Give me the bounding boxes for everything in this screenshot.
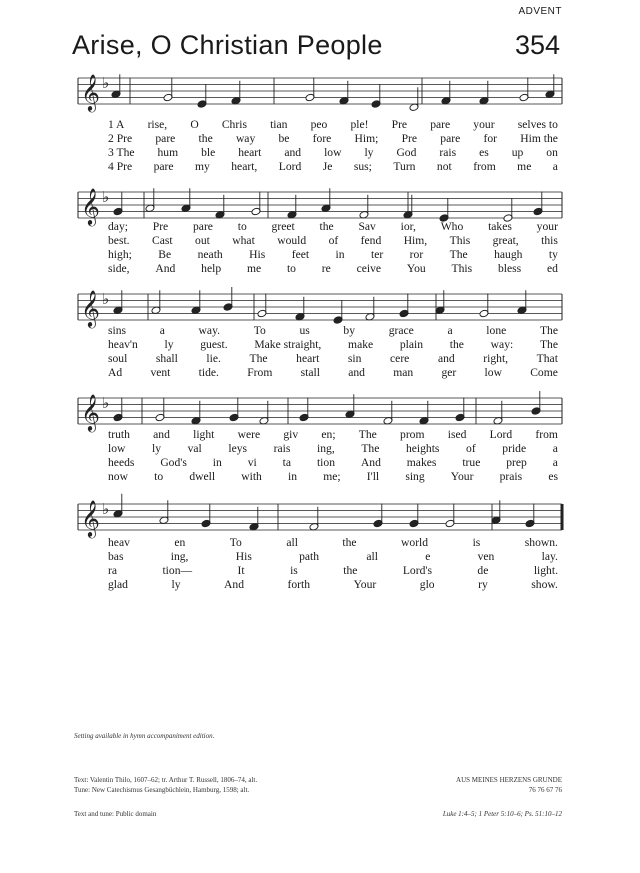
lyric-syllable: and bbox=[153, 428, 170, 441]
lyric-syllable: ger bbox=[441, 366, 457, 379]
lyric-syllable: The bbox=[449, 248, 468, 261]
svg-text:𝄞: 𝄞 bbox=[81, 289, 100, 327]
hymn-title: Arise, O Christian People bbox=[72, 30, 383, 60]
lyric-syllable: tian bbox=[270, 118, 288, 131]
lyric-syllable: a bbox=[552, 442, 558, 455]
lyric-syllable: bless bbox=[497, 262, 522, 275]
lyric-line bbox=[108, 470, 558, 484]
lyric-syllable: re bbox=[321, 262, 331, 275]
lyric-line bbox=[108, 456, 558, 470]
lyric-syllable: plain bbox=[399, 338, 424, 351]
lyric-syllable: rise, bbox=[147, 118, 168, 131]
lyric-syllable: heart bbox=[296, 352, 320, 365]
lyric-syllable: and bbox=[437, 352, 455, 365]
lyric-syllable: soul bbox=[108, 352, 128, 365]
lyric-syllable: your bbox=[473, 118, 495, 131]
lyric-syllable: heart bbox=[238, 146, 262, 159]
lyric-syllable: ior, bbox=[400, 220, 416, 233]
lyric-syllable: tide. bbox=[198, 366, 219, 379]
lyric-syllable: of bbox=[466, 442, 476, 455]
lyric-syllable: is bbox=[472, 536, 481, 549]
lyric-syllable: make bbox=[348, 338, 374, 351]
meter: 76 76 67 76 bbox=[528, 786, 562, 794]
staff-5 bbox=[78, 498, 562, 538]
staff-4 bbox=[78, 392, 562, 432]
lyric-line bbox=[108, 220, 558, 234]
lyric-syllable: bas bbox=[108, 550, 124, 563]
svg-text:𝄞: 𝄞 bbox=[81, 73, 100, 111]
lyric-syllable: shall bbox=[155, 352, 178, 365]
staff-3 bbox=[78, 288, 562, 328]
lyric-syllable: pare bbox=[155, 132, 176, 145]
lyric-syllable: a bbox=[447, 324, 453, 337]
lyric-line bbox=[108, 234, 558, 248]
lyric-syllable: tion— bbox=[162, 564, 193, 577]
lyric-syllable: 2 Pre bbox=[108, 132, 133, 145]
svg-text:𝄞: 𝄞 bbox=[81, 499, 100, 537]
lyric-syllable: And bbox=[360, 456, 381, 469]
lyric-syllable: To bbox=[253, 324, 266, 337]
lyric-syllable: It bbox=[237, 564, 245, 577]
lyric-syllable: ing, bbox=[317, 442, 335, 455]
lyric-syllable: man bbox=[393, 366, 414, 379]
lyric-syllable: this bbox=[541, 234, 558, 247]
lyric-syllable: were bbox=[237, 428, 261, 441]
lyric-syllable: O bbox=[190, 118, 199, 131]
lyric-syllable: You bbox=[406, 262, 426, 275]
lyric-syllable: Pre bbox=[391, 118, 408, 131]
lyric-syllable: sing bbox=[405, 470, 425, 483]
lyric-syllable: my bbox=[194, 160, 210, 173]
lyric-line bbox=[108, 132, 558, 146]
lyric-syllable: Him the bbox=[520, 132, 558, 145]
lyric-syllable: Him, bbox=[403, 234, 428, 247]
lyric-syllable: Come bbox=[530, 366, 558, 379]
lyric-syllable: me bbox=[517, 160, 532, 173]
lyric-syllable: sus; bbox=[353, 160, 372, 173]
lyric-syllable: in bbox=[288, 470, 298, 483]
lyric-syllable: low bbox=[324, 146, 342, 159]
lyric-syllable: is bbox=[290, 564, 298, 577]
lyric-syllable: pare bbox=[193, 220, 213, 233]
lyric-syllable: glo bbox=[419, 578, 435, 591]
svg-text:♭: ♭ bbox=[102, 74, 110, 92]
lyric-syllable: God's bbox=[160, 456, 187, 469]
lyric-line bbox=[108, 550, 558, 564]
lyric-syllable: dwell bbox=[189, 470, 216, 483]
lyric-syllable: ta bbox=[282, 456, 292, 469]
lyric-syllable: all bbox=[366, 550, 378, 563]
lyric-syllable: glad bbox=[108, 578, 128, 591]
lyric-syllable: Pre bbox=[401, 132, 418, 145]
lyric-syllable: heeds bbox=[108, 456, 135, 469]
lyric-syllable: a bbox=[552, 456, 558, 469]
lyric-syllable: greet bbox=[271, 220, 295, 233]
lyric-syllable: be bbox=[278, 132, 290, 145]
lyric-syllable: feet bbox=[291, 248, 310, 261]
lyric-syllable: guest. bbox=[200, 338, 228, 351]
lyric-syllable: great, bbox=[492, 234, 519, 247]
lyric-syllable: prom bbox=[400, 428, 425, 441]
svg-text:𝄞: 𝄞 bbox=[81, 393, 100, 431]
lyric-syllable: That bbox=[536, 352, 558, 365]
lyric-syllable: From bbox=[247, 366, 273, 379]
scripture-refs: Luke 1:4–5; 1 Peter 5:10–6; Ps. 51:10–12 bbox=[442, 810, 562, 818]
lyrics-block-4 bbox=[108, 428, 558, 484]
lyric-syllable: Sav bbox=[358, 220, 376, 233]
lyric-syllable: the bbox=[449, 338, 464, 351]
lyric-syllable: world bbox=[401, 536, 429, 549]
lyric-syllable: for bbox=[483, 132, 497, 145]
lyric-syllable: us bbox=[299, 324, 310, 337]
lyric-syllable: Pre bbox=[152, 220, 169, 233]
lyric-syllable: fore bbox=[312, 132, 332, 145]
staff-1 bbox=[78, 72, 562, 112]
lyric-syllable: ra bbox=[108, 564, 118, 577]
lyric-syllable: ter bbox=[370, 248, 384, 261]
lyric-syllable: with bbox=[241, 470, 262, 483]
lyric-syllable: would bbox=[277, 234, 307, 247]
lyric-syllable: true bbox=[462, 456, 481, 469]
lyric-syllable: stall bbox=[300, 366, 320, 379]
lyric-line bbox=[108, 352, 558, 366]
lyric-syllable: a bbox=[552, 160, 558, 173]
lyric-syllable: now bbox=[108, 470, 128, 483]
lyric-line bbox=[108, 564, 558, 578]
lyric-syllable: lay. bbox=[541, 550, 558, 563]
svg-text:♭: ♭ bbox=[102, 394, 110, 412]
lyric-line bbox=[108, 442, 558, 456]
lyric-syllable: selves to bbox=[517, 118, 558, 131]
lyric-syllable: ly bbox=[164, 338, 174, 351]
lyric-syllable: neath bbox=[197, 248, 223, 261]
lyric-syllable: side, bbox=[108, 262, 130, 275]
lyric-syllable: val bbox=[187, 442, 202, 455]
music-system-5 bbox=[78, 498, 562, 620]
lyric-syllable: not bbox=[436, 160, 452, 173]
lyric-syllable: right, bbox=[483, 352, 509, 365]
lyrics-block-2 bbox=[108, 220, 558, 276]
lyric-syllable: heav bbox=[108, 536, 130, 549]
lyric-syllable: es bbox=[479, 146, 489, 159]
lyric-syllable: takes bbox=[488, 220, 512, 233]
lyric-syllable: The bbox=[358, 428, 377, 441]
lyric-syllable: light. bbox=[533, 564, 558, 577]
lyric-syllable: the bbox=[342, 536, 357, 549]
lyric-syllable: cere bbox=[390, 352, 410, 365]
lyric-syllable: vent bbox=[150, 366, 171, 379]
lyric-syllable: the bbox=[198, 132, 213, 145]
lyric-syllable: and bbox=[348, 366, 365, 379]
lyric-syllable: the bbox=[343, 564, 358, 577]
lyric-syllable: ised bbox=[447, 428, 467, 441]
lyric-syllable: sins bbox=[108, 324, 127, 337]
lyric-syllable: 4 Pre bbox=[108, 160, 133, 173]
lyric-syllable: low bbox=[484, 366, 502, 379]
lyric-syllable: fend bbox=[360, 234, 382, 247]
lyrics-block-3 bbox=[108, 324, 558, 380]
lyric-syllable: to bbox=[286, 262, 296, 275]
lyric-syllable: heart, bbox=[231, 160, 258, 173]
svg-text:𝄞: 𝄞 bbox=[81, 187, 100, 225]
lyric-syllable: and bbox=[284, 146, 302, 159]
lyric-syllable: way: bbox=[490, 338, 514, 351]
lyric-syllable: 3 The bbox=[108, 146, 135, 159]
lyric-syllable: path bbox=[299, 550, 320, 563]
lyric-syllable: high; bbox=[108, 248, 132, 261]
lyric-syllable: up bbox=[511, 146, 524, 159]
lyric-line bbox=[108, 536, 558, 550]
lyric-syllable: lie. bbox=[206, 352, 221, 365]
lyric-syllable: sin bbox=[347, 352, 362, 365]
section-label: ADVENT bbox=[518, 6, 562, 17]
lyric-syllable: en; bbox=[321, 428, 336, 441]
music-system-1 bbox=[78, 72, 562, 194]
lyric-syllable: by bbox=[343, 324, 356, 337]
lyric-syllable: me; bbox=[323, 470, 341, 483]
lyric-line bbox=[108, 366, 558, 380]
lyric-syllable: The bbox=[539, 338, 558, 351]
lyric-syllable: on bbox=[546, 146, 558, 159]
lyric-syllable: The bbox=[249, 352, 268, 365]
lyric-line bbox=[108, 146, 558, 160]
lyric-syllable: truth bbox=[108, 428, 130, 441]
lyric-syllable: pride bbox=[502, 442, 527, 455]
lyric-line bbox=[108, 338, 558, 352]
lyric-syllable: day; bbox=[108, 220, 128, 233]
lyric-line bbox=[108, 324, 558, 338]
lyric-syllable: This bbox=[449, 234, 471, 247]
lyric-syllable: all bbox=[286, 536, 298, 549]
lyric-syllable: Your bbox=[450, 470, 474, 483]
lyric-syllable: ly bbox=[151, 442, 162, 455]
lyric-syllable: ing, bbox=[170, 550, 189, 563]
lyric-syllable: grace bbox=[388, 324, 414, 337]
lyric-syllable: ly bbox=[171, 578, 181, 591]
lyric-syllable: ple! bbox=[350, 118, 369, 131]
lyric-syllable: from bbox=[473, 160, 496, 173]
lyric-syllable: ble bbox=[201, 146, 216, 159]
lyric-syllable: ceive bbox=[356, 262, 382, 275]
lyric-syllable: Your bbox=[353, 578, 377, 591]
lyric-line bbox=[108, 160, 558, 174]
lyric-syllable: Him; bbox=[354, 132, 379, 145]
svg-text:♭: ♭ bbox=[102, 188, 110, 206]
lyric-syllable: of bbox=[328, 234, 339, 247]
lyric-syllable: Cast bbox=[151, 234, 173, 247]
lyric-syllable: pare bbox=[440, 132, 461, 145]
lyric-syllable: e bbox=[425, 550, 431, 563]
lyric-syllable: peo bbox=[310, 118, 328, 131]
lyric-syllable: Lord bbox=[278, 160, 302, 173]
lyric-line bbox=[108, 118, 558, 132]
lyric-syllable: es bbox=[548, 470, 558, 483]
lyric-syllable: way bbox=[235, 132, 256, 145]
lyric-syllable: Make straight, bbox=[254, 338, 322, 351]
svg-text:♭: ♭ bbox=[102, 500, 110, 518]
lyric-syllable: leys bbox=[228, 442, 248, 455]
lyric-syllable: ror bbox=[409, 248, 424, 261]
lyric-syllable: pare bbox=[430, 118, 451, 131]
lyric-syllable: And bbox=[155, 262, 176, 275]
lyric-syllable: heav'n bbox=[108, 338, 138, 351]
lyric-line bbox=[108, 428, 558, 442]
lyric-syllable: haugh bbox=[494, 248, 523, 261]
svg-text:♭: ♭ bbox=[102, 290, 110, 308]
tune-credit: Tune: New Catechismus Gesangbüchlein, Hamburg, 1598; alt. bbox=[74, 786, 250, 794]
lyric-syllable: de bbox=[477, 564, 489, 577]
rights-note: Text and tune: Public domain bbox=[74, 810, 157, 818]
lyric-syllable: Lord's bbox=[402, 564, 432, 577]
lyric-syllable: I'll bbox=[366, 470, 380, 483]
lyric-syllable: out bbox=[195, 234, 210, 247]
setting-note: Setting available in hymn accompaniment edition. bbox=[74, 732, 215, 740]
lyric-syllable: pare bbox=[153, 160, 174, 173]
lyric-syllable: from bbox=[535, 428, 558, 441]
lyric-syllable: show. bbox=[531, 578, 558, 591]
lyric-syllable: ed bbox=[546, 262, 558, 275]
lyric-syllable: Who bbox=[440, 220, 464, 233]
lyric-syllable: best. bbox=[108, 234, 130, 247]
lyric-syllable: ly bbox=[364, 146, 374, 159]
lyric-syllable: This bbox=[451, 262, 473, 275]
lyric-syllable: light bbox=[193, 428, 215, 441]
lyric-syllable: en bbox=[174, 536, 186, 549]
lyric-syllable: ty bbox=[548, 248, 558, 261]
lyric-syllable: what bbox=[232, 234, 255, 247]
lyric-syllable: ry bbox=[478, 578, 488, 591]
lyric-line bbox=[108, 248, 558, 262]
text-credit: Text: Valentin Thilo, 1607–62; tr. Arthur T. Russell, 1806–74, alt. bbox=[74, 776, 258, 784]
lyric-syllable: Turn bbox=[393, 160, 416, 173]
music-system-4 bbox=[78, 392, 562, 514]
lyric-syllable: in bbox=[335, 248, 345, 261]
lyric-line bbox=[108, 262, 558, 276]
lyrics-block-5 bbox=[108, 536, 558, 592]
lyric-syllable: giv bbox=[283, 428, 299, 441]
lyric-syllable: in bbox=[212, 456, 222, 469]
hymn-number: 354 bbox=[514, 30, 560, 60]
lyric-syllable: Lord bbox=[489, 428, 513, 441]
lyric-syllable: help bbox=[201, 262, 222, 275]
lyric-syllable: a bbox=[159, 324, 165, 337]
lyric-syllable: to bbox=[237, 220, 247, 233]
lyric-syllable: heights bbox=[405, 442, 440, 455]
lyric-syllable: lone bbox=[486, 324, 507, 337]
lyric-syllable: To bbox=[229, 536, 242, 549]
lyric-syllable: forth bbox=[287, 578, 311, 591]
lyric-syllable: ven bbox=[477, 550, 495, 563]
lyric-syllable: vi bbox=[247, 456, 257, 469]
lyric-syllable: hum bbox=[157, 146, 179, 159]
lyrics-block-1 bbox=[108, 118, 558, 174]
lyric-syllable: prep bbox=[506, 456, 527, 469]
lyric-syllable: prais bbox=[499, 470, 523, 483]
lyric-syllable: Be bbox=[158, 248, 172, 261]
lyric-syllable: His bbox=[235, 550, 252, 563]
lyric-syllable: the bbox=[319, 220, 334, 233]
lyric-syllable: to bbox=[154, 470, 164, 483]
lyric-syllable: tion bbox=[316, 456, 335, 469]
lyric-syllable: The bbox=[361, 442, 380, 455]
lyric-syllable: me bbox=[246, 262, 262, 275]
lyric-syllable: low bbox=[108, 442, 126, 455]
lyric-line bbox=[108, 578, 558, 592]
lyric-syllable: And bbox=[224, 578, 244, 591]
lyric-syllable: His bbox=[249, 248, 266, 261]
lyric-syllable: 1 A bbox=[108, 118, 125, 131]
lyric-syllable: rais bbox=[439, 146, 457, 159]
lyric-syllable: shown. bbox=[524, 536, 558, 549]
lyric-syllable: Ad bbox=[108, 366, 123, 379]
lyric-syllable: your bbox=[536, 220, 558, 233]
lyric-syllable: Je bbox=[322, 160, 333, 173]
lyric-syllable: Chris bbox=[221, 118, 247, 131]
tune-name: AUS MEINES HERZENS GRUNDE bbox=[456, 776, 562, 784]
lyric-syllable: rais bbox=[273, 442, 291, 455]
lyric-syllable: God bbox=[396, 146, 417, 159]
lyric-syllable: makes bbox=[406, 456, 437, 469]
lyric-syllable: way. bbox=[198, 324, 221, 337]
lyric-syllable: The bbox=[539, 324, 558, 337]
